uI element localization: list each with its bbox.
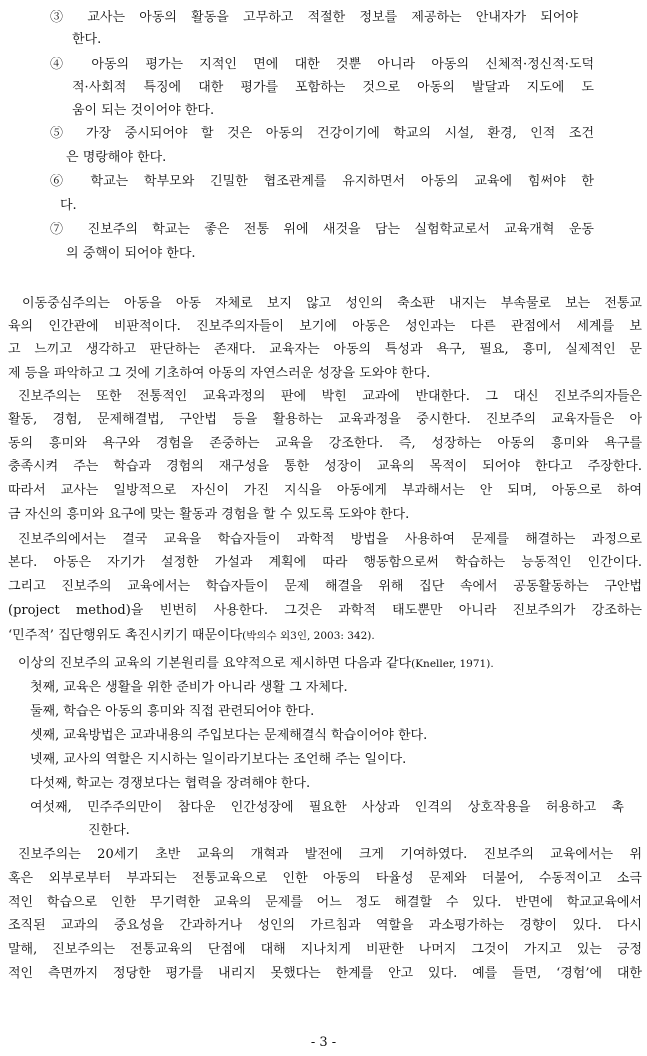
- list-item-3-line-2: 한다.: [72, 32, 102, 47]
- para2-line-3: 동의 흥미와 욕구와 경험을 존중하는 교육을 강조한다. 즉, 성장하는 아동의 흥미와 욕구를: [8, 436, 642, 451]
- summary-intro: [18, 656, 642, 672]
- principle-6-line-1: 여섯째, 민주주의만이 참다운 인간성장에 필요한 사상과 인격의 상호작용을 허용하고 촉: [30, 800, 624, 815]
- para3-line-5: [8, 628, 642, 644]
- para2-line-6: 금 자신의 흥미와 요구에 맞는 활동과 경험을 할 수 있도록 도와야 한다.: [8, 507, 410, 522]
- page-number: - 3 -: [310, 1035, 337, 1050]
- list-item-7-line-1: ⑦ 진보주의 학교는 좋은 전통 위에 새것을 담는 실험학교로서 교육개혁 운동: [50, 222, 594, 237]
- para2-line-5: 따라서 교사는 일방적으로 자신이 가진 지식을 아동에게 부과해서는 안 되며, 아동으로 하여: [8, 483, 642, 498]
- para1-line-4: 제 등을 파악하고 그 것에 기초하여 아동의 자연스러운 성장을 도와야 한다.: [8, 366, 431, 381]
- principle-3: 셋째, 교육방법은 교과내용의 주입보다는 문제해결식 학습이어야 한다.: [30, 728, 428, 743]
- para3-line-4: (project method)을 빈번히 사용한다. 그것은 과학적 태도뿐만 아니라 진보주의가 강조하는: [8, 603, 642, 618]
- principle-5: 다섯째, 학교는 경쟁보다는 협력을 장려해야 한다.: [30, 776, 311, 791]
- para3-line-2: 본다. 아동은 자기가 설정한 가설과 계획에 따라 행동함으로써 학습하는 능동적인 인간이다.: [8, 555, 642, 570]
- para2-line-1: 진보주의는 또한 전통적인 교육과정의 판에 박힌 교과에 반대한다. 그 대신 진보주의자들은: [18, 389, 642, 404]
- para1-line-3: 고 느끼고 생각하고 판단하는 존재다. 교육자는 아동의 특성과 욕구, 필요, 흥미, 실제적인 문: [8, 342, 642, 357]
- principle-1: 첫째, 교육은 생활을 위한 준비가 아니라 생활 그 자체다.: [30, 680, 348, 695]
- para1-line-1: 이동중심주의는 아동을 아동 자체로 보지 않고 성인의 축소판 내지는 부속물로 보는 전통교: [22, 296, 642, 311]
- para3-line-3: 그리고 진보주의 교육에서는 학습자들이 문제 해결을 위해 집단 속에서 공동활동하는 구안법: [8, 579, 642, 594]
- list-item-6-line-2: 다.: [60, 198, 77, 213]
- para3-line-1: 진보주의에서는 결국 교육을 학습자들이 과학적 방법을 사용하여 문제를 해결하는 과정으로: [18, 532, 642, 547]
- list-item-4-line-1: ④ 아동의 평가는 지적인 면에 대한 것뿐 아니라 아동의 신체적·정신적·도덕: [50, 57, 594, 72]
- citation: (Kneller, 1971).: [411, 658, 494, 670]
- list-item-3-line-1: ③ 교사는 아동의 활동을 고무하고 적절한 정보를 제공하는 안내자가 되어야: [50, 10, 578, 25]
- para4-line-4: 조직된 교과의 중요성을 간과하거나 성인의 가르침과 역할을 과소평가하는 경향이 있다. 다시: [8, 918, 642, 933]
- para1-line-2: 육의 인간관에 비판적이다. 진보주의자들이 보기에 아동은 성인과는 다른 관점에서 세계를 보: [8, 319, 642, 334]
- principle-6-line-2: 진한다.: [88, 823, 130, 838]
- list-item-7-line-2: 의 중핵이 되어야 한다.: [66, 246, 196, 261]
- para4-line-1: 진보주의는 20세기 초반 교육의 개혁과 발전에 크게 기여하였다. 진보주의 교육에서는 위: [18, 847, 642, 862]
- list-item-5-line-1: ⑤ 가장 중시되어야 할 것은 아동의 건강이기에 학교의 시설, 환경, 인적 조건: [50, 126, 594, 141]
- para4-line-5: 말해, 진보주의는 전통교육의 단점에 대해 지나치게 비판한 나머지 그것이 가지고 있는 긍정: [8, 942, 642, 957]
- citation: (박의수 외3인, 2003: 342).: [242, 630, 375, 642]
- principle-4: 넷째, 교사의 역할은 지시하는 일이라기보다는 조언해 주는 일이다.: [30, 752, 407, 767]
- list-item-6-line-1: ⑥ 학교는 학부모와 긴밀한 협조관계를 유지하면서 아동의 교육에 힘써야 한: [50, 174, 594, 189]
- list-item-4-line-3: 움이 되는 것이어야 한다.: [72, 103, 215, 118]
- list-item-4-line-2: 적·사회적 특징에 대한 평가를 포함하는 것으로 아동의 발달과 지도에 도: [72, 80, 594, 95]
- para4-line-2: 혹은 외부로부터 부과되는 전통교육으로 인한 아동의 타율성 문제와 더불어, 수동적이고 소극: [8, 871, 642, 886]
- para2-line-2: 활동, 경험, 문제해결법, 구안법 등을 활용하는 교육과정을 중시한다. 진보주의 교육자들은 아: [8, 412, 642, 427]
- para4-line-6: 적인 측면까지 정당한 평가를 내리지 못했다는 한계를 안고 있다. 예를 들면, ‘경험’에 대한: [8, 966, 642, 981]
- list-item-5-line-2: 은 명랑해야 한다.: [66, 150, 167, 165]
- principle-2: 둘째, 학습은 아동의 흥미와 직접 관련되어야 한다.: [30, 704, 315, 719]
- para4-line-3: 적인 학습으로 인한 무기력한 교육의 문제를 어느 정도 해결할 수 있다. 반면에 학교교육에서: [8, 895, 642, 910]
- para2-line-4: 충족시켜 주는 학습과 경험의 재구성을 통한 성장이 교육의 목적이 되어야 한다고 주장한다.: [8, 459, 642, 474]
- para3-last-text: ‘민주적’ 집단행위도 촉진시키기 때문이다: [8, 628, 243, 643]
- summary-intro-text: 이상의 진보주의 교육의 기본원리를 요약적으로 제시하면 다음과 같다: [18, 656, 412, 671]
